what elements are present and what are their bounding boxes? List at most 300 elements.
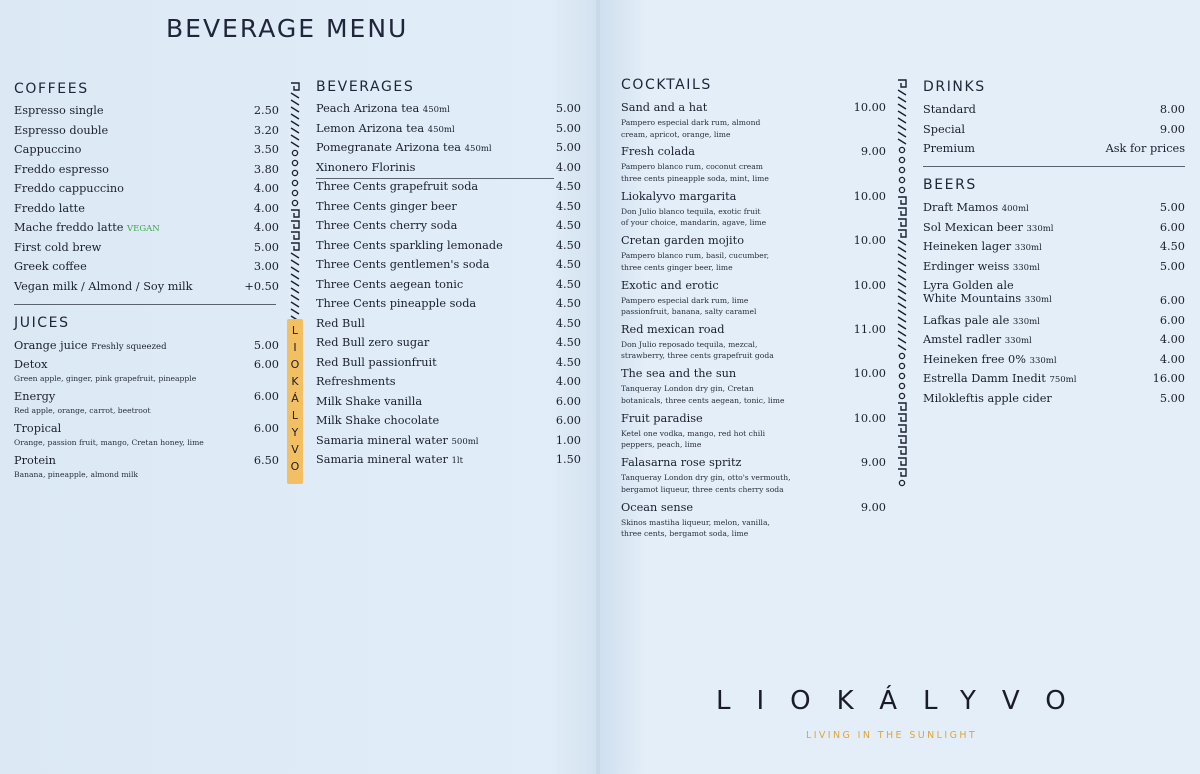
diagonal-ornament-icon	[896, 309, 908, 316]
item-name	[316, 200, 457, 213]
item-price: 4.00	[253, 221, 279, 234]
description-line: Skinos mastiha liqueur, melon, vanilla,	[621, 517, 770, 527]
brand-vertical-word	[287, 322, 303, 475]
item-price: 4.50	[555, 316, 581, 330]
item-price: 8.00	[1159, 103, 1185, 116]
item-name	[316, 219, 457, 232]
menu-item	[923, 353, 1185, 373]
item-name-text: Pomegranate Arizona tea	[316, 141, 462, 154]
description-line: Tanqueray London dry gin, Cretan	[621, 384, 754, 394]
item-name	[923, 279, 1052, 305]
item-price: 10.00	[853, 234, 886, 248]
item-price: 1.00	[555, 433, 581, 447]
menu-item	[316, 297, 581, 317]
item-name-text: Sol Mexican beer	[923, 220, 1023, 234]
menu-item	[316, 278, 581, 298]
description-line: Pampero blanco rum, basil, cucumber,	[621, 251, 769, 261]
diagonal-ornament-icon	[289, 280, 301, 287]
item-size: 1lt	[451, 456, 464, 466]
menu-item	[316, 395, 581, 415]
item-name-text: Peach Arizona tea	[316, 102, 420, 115]
circle-ornament-icon	[896, 351, 908, 361]
diagonal-ornament-icon	[289, 141, 301, 148]
item-description	[621, 161, 769, 184]
item-name	[14, 422, 61, 435]
menu-item	[923, 142, 1185, 162]
item-price: 4.50	[555, 297, 581, 310]
juices-heading: JUICES	[14, 315, 70, 331]
menu-item	[14, 241, 279, 261]
item-price: 2.50	[253, 104, 279, 117]
item-price: 5.00	[1159, 259, 1185, 273]
item-name-text: Three Cents cherry soda	[316, 219, 458, 232]
menu-item	[14, 202, 279, 222]
item-price: 6.00	[1159, 294, 1185, 307]
diagonal-ornament-icon	[896, 89, 908, 96]
item-name	[316, 122, 455, 135]
menu-item	[316, 317, 581, 337]
diagonal-ornament-icon	[289, 259, 301, 266]
item-name: Ocean sense	[621, 500, 694, 514]
item-price: 5.00	[253, 339, 279, 352]
item-name-text: Espresso double	[14, 123, 109, 137]
item-price: 3.50	[253, 143, 279, 156]
circle-ornament-icon	[896, 155, 908, 165]
item-name	[14, 182, 124, 195]
item-name	[14, 104, 104, 117]
circle-ornament-icon	[896, 391, 908, 401]
description-line: Pampero especial dark rum, lime	[621, 295, 749, 305]
item-size: 330ml	[1014, 243, 1042, 253]
juice-item	[14, 339, 279, 358]
description-line: Tanqueray London dry gin, otto's vermouth,	[621, 473, 791, 483]
meander-ornament-icon	[896, 434, 908, 445]
item-name	[316, 317, 365, 330]
item-price: 9.00	[860, 500, 886, 514]
item-size: 450ml	[427, 124, 455, 135]
brand-tagline: LIVING IN THE SUNLIGHT	[806, 730, 978, 741]
item-price: 3.80	[253, 162, 279, 176]
brand-letter: Y	[291, 426, 299, 439]
menu-item	[923, 103, 1185, 123]
item-description	[621, 339, 774, 362]
item-price: 9.00	[860, 145, 886, 159]
circle-ornament-icon	[289, 188, 301, 198]
diagonal-ornament-icon	[289, 134, 301, 141]
diagonal-ornament-icon	[896, 330, 908, 337]
item-name-text: Premium	[923, 142, 975, 155]
item-name-text: Red Bull zero sugar	[316, 336, 430, 349]
diagonal-ornament-icon	[896, 316, 908, 323]
diagonal-ornament-icon	[896, 131, 908, 138]
item-name-text: Special	[923, 122, 965, 136]
item-price: 16.00	[1152, 372, 1185, 385]
description-line: Don Julio reposado tequila, mezcal,	[621, 339, 758, 349]
item-name: Red mexican road	[621, 322, 725, 336]
item-description	[621, 383, 784, 406]
item-price: 10.00	[853, 411, 886, 425]
diagonal-ornament-icon	[289, 287, 301, 294]
item-name	[316, 102, 450, 115]
circle-ornament-icon	[289, 178, 301, 188]
item-name	[923, 142, 975, 155]
cocktail-item	[621, 501, 886, 545]
cocktail-item	[621, 412, 886, 456]
cocktails-list	[621, 101, 886, 545]
description-line: cream, apricot, orange, lime	[621, 129, 731, 139]
menu-item	[316, 375, 581, 395]
item-name	[923, 392, 1052, 405]
item-name-text: Draft Mamos	[923, 201, 999, 214]
item-price: 4.50	[555, 219, 581, 232]
item-name	[316, 141, 492, 154]
coffees-divider	[14, 304, 276, 305]
meander-ornament-icon	[289, 208, 301, 219]
cocktail-item	[621, 323, 886, 367]
menu-item	[14, 260, 279, 280]
item-name-text: Protein	[14, 454, 56, 467]
item-price: 5.00	[555, 141, 581, 154]
coffees-list	[14, 104, 279, 299]
menu-item	[14, 182, 279, 202]
menu-item	[316, 122, 581, 142]
cocktail-item	[621, 190, 886, 234]
circle-ornament-icon	[896, 361, 908, 371]
item-name	[316, 278, 463, 291]
diagonal-ornament-icon	[289, 266, 301, 273]
item-name-text: Espresso single	[14, 104, 104, 117]
item-name-text: Three Cents ginger beer	[316, 199, 457, 213]
item-price: 4.00	[1159, 352, 1185, 366]
diagonal-ornament-icon	[896, 344, 908, 351]
item-name	[316, 180, 478, 193]
description-line: three cents, bergamot soda, lime	[621, 529, 749, 539]
cocktail-item	[621, 279, 886, 323]
beers-heading: BEERS	[923, 177, 977, 193]
menu-item	[923, 123, 1185, 143]
item-name-text: Milokleftis apple cider	[923, 391, 1052, 405]
brand-letter: Á	[291, 392, 299, 405]
cocktail-item	[621, 101, 886, 145]
item-size: 750ml	[1049, 375, 1077, 385]
item-name-text: Standard	[923, 103, 976, 116]
item-name-text: Amstel radler	[923, 333, 1002, 346]
item-price: 6.00	[253, 358, 279, 371]
item-name-text: Orange juice	[14, 339, 88, 352]
item-size: 330ml	[1012, 262, 1040, 273]
item-name-text: Cappuccino	[14, 143, 82, 156]
meander-ornament-icon	[289, 230, 301, 241]
brand-logo: LIOKÁLYVO	[716, 686, 1092, 716]
diagonal-ornament-icon	[896, 295, 908, 302]
menu-item	[316, 200, 581, 220]
menu-item	[923, 240, 1185, 260]
item-price: 6.50	[253, 454, 279, 467]
menu-item	[923, 392, 1185, 412]
item-price: 5.00	[1159, 391, 1185, 405]
brand-letter: L	[291, 409, 299, 422]
item-name-text: Energy	[14, 390, 56, 403]
diagonal-ornament-icon	[896, 323, 908, 330]
menu-item	[316, 453, 581, 473]
item-name-text: Red Bull passionfruit	[316, 355, 437, 369]
item-description	[621, 517, 770, 540]
cocktail-item	[621, 145, 886, 189]
menu-item	[316, 239, 581, 259]
vegan-tag: VEGAN	[127, 224, 160, 234]
item-name	[923, 201, 1029, 214]
menu-item	[316, 356, 581, 376]
diagonal-ornament-icon	[896, 281, 908, 288]
item-name-text: Tropical	[14, 422, 62, 435]
item-price: 4.50	[555, 258, 581, 271]
item-price: 4.00	[253, 201, 279, 215]
circle-ornament-icon	[896, 478, 908, 488]
meander-ornament-icon	[289, 81, 301, 92]
item-price: 6.00	[1159, 220, 1185, 234]
menu-item	[923, 279, 1185, 314]
description-line: three cents ginger beer, lime	[621, 262, 733, 272]
item-name	[923, 314, 1040, 327]
item-name-text: Three Cents gentlemen's soda	[316, 258, 490, 271]
meander-ornament-icon	[289, 241, 301, 252]
item-name	[316, 161, 415, 174]
item-price: 4.50	[555, 277, 581, 291]
item-name	[923, 240, 1042, 253]
menu-item	[923, 314, 1185, 334]
meander-ornament-icon	[896, 423, 908, 434]
item-size: 330ml	[1012, 316, 1040, 327]
item-description: Red apple, orange, carrot, beetroot	[14, 406, 151, 415]
item-name	[14, 280, 193, 293]
circle-ornament-icon	[289, 158, 301, 168]
meander-ornament-icon	[896, 228, 908, 239]
item-price: 4.50	[1159, 240, 1185, 253]
item-price: 10.00	[853, 278, 886, 292]
item-name-text: Freddo espresso	[14, 162, 109, 176]
diagonal-ornament-icon	[289, 301, 301, 308]
item-name: Fresh colada	[621, 145, 696, 159]
item-size: 330ml	[1004, 336, 1032, 346]
diagonal-ornament-icon	[289, 113, 301, 120]
item-name	[316, 336, 429, 349]
description-line: bergamot liqueur, three cents cherry soda	[621, 484, 784, 494]
item-name	[923, 260, 1040, 273]
item-name	[14, 358, 47, 371]
diagonal-ornament-icon	[896, 267, 908, 274]
item-price: 6.00	[253, 390, 279, 403]
diagonal-ornament-icon	[896, 103, 908, 110]
item-description: Banana, pineapple, almond milk	[14, 470, 138, 479]
diagonal-ornament-icon	[289, 273, 301, 280]
drinks-heading: DRINKS	[923, 79, 986, 95]
cocktail-item	[621, 456, 886, 500]
item-name-text: Lemon Arizona tea	[316, 121, 425, 135]
meander-ornament-icon	[896, 412, 908, 423]
item-name: Cretan garden mojito	[621, 234, 744, 248]
item-name-text: Milk Shake vanilla	[316, 394, 423, 408]
item-size: 500ml	[451, 436, 479, 447]
item-name	[923, 353, 1057, 366]
description-line: Pampero especial dark rum, almond	[621, 118, 761, 127]
meander-ornament-icon	[896, 401, 908, 412]
item-price: 6.00	[253, 422, 279, 435]
item-description	[621, 250, 769, 273]
item-description: Green apple, ginger, pink grapefruit, pineapple	[14, 374, 197, 383]
item-price: 4.50	[555, 199, 581, 213]
item-name	[14, 163, 109, 176]
item-name-text: Three Cents grapefruit soda	[316, 180, 479, 193]
menu-item	[316, 141, 581, 161]
item-price: 9.00	[860, 456, 886, 470]
diagonal-ornament-icon	[896, 110, 908, 117]
item-name	[923, 333, 1032, 346]
item-name	[14, 202, 85, 215]
item-name-text: Mache freddo latte	[14, 221, 124, 234]
item-name	[316, 258, 489, 271]
menu-item	[14, 280, 279, 300]
item-name	[14, 454, 56, 467]
item-name	[14, 124, 108, 137]
item-name	[316, 395, 422, 408]
item-name	[316, 239, 503, 252]
diagonal-ornament-icon	[896, 302, 908, 309]
item-size: 400ml	[1001, 204, 1029, 214]
item-price: 4.00	[253, 182, 279, 195]
item-name	[316, 453, 463, 466]
item-price: 1.50	[555, 453, 581, 466]
item-size: 450ml	[422, 105, 450, 115]
item-name-text: Estrella Damm Inedit	[923, 372, 1046, 385]
item-price: 5.00	[1159, 201, 1185, 214]
diagonal-ornament-icon	[289, 120, 301, 127]
menu-item	[923, 333, 1185, 353]
diagonal-ornament-icon	[289, 92, 301, 99]
item-price: 5.00	[555, 102, 581, 115]
menu-item	[923, 372, 1185, 392]
circle-ornament-icon	[896, 371, 908, 381]
menu-item	[316, 219, 581, 239]
item-name: Falasarna rose spritz	[621, 456, 742, 470]
description-line: Don Julio blanco tequila, exotic fruit	[621, 206, 761, 216]
item-name	[14, 260, 87, 273]
item-name-text: Greek coffee	[14, 260, 87, 273]
diagonal-ornament-icon	[289, 294, 301, 301]
item-name-text: Lafkas pale ale	[923, 313, 1010, 327]
menu-item	[14, 221, 279, 241]
greek-pattern-band-right	[895, 78, 909, 488]
beers-list	[923, 201, 1185, 411]
menu-item	[14, 163, 279, 183]
meander-ornament-icon	[896, 195, 908, 206]
description-line: Ketel one vodka, mango, red hot chili	[621, 428, 766, 438]
diagonal-ornament-icon	[896, 288, 908, 295]
greek-pattern-band-left	[288, 81, 302, 342]
diagonal-ornament-icon	[896, 138, 908, 145]
diagonal-ornament-icon	[289, 308, 301, 315]
item-name	[316, 356, 437, 369]
juice-item	[14, 358, 279, 390]
beverages-divider	[316, 178, 554, 179]
description-line: three cents pineapple soda, mint, lime	[621, 173, 769, 183]
item-name-text: Milk Shake chocolate	[316, 414, 440, 427]
item-price: 3.00	[253, 260, 279, 273]
item-size: 330ml	[1024, 295, 1052, 305]
diagonal-ornament-icon	[896, 246, 908, 253]
circle-ornament-icon	[896, 175, 908, 185]
meander-ornament-icon	[896, 456, 908, 467]
item-name-text: Detox	[14, 358, 48, 371]
item-name	[316, 434, 479, 447]
item-name: Exotic and erotic	[621, 278, 719, 292]
item-name	[14, 241, 101, 254]
item-price: 4.50	[555, 336, 581, 349]
item-name-text: Three Cents aegean tonic	[316, 277, 464, 291]
item-price: 4.00	[1159, 333, 1185, 346]
item-name	[316, 375, 396, 388]
juice-item	[14, 390, 279, 422]
item-description	[621, 295, 756, 318]
item-name-text: Three Cents pineapple soda	[316, 297, 477, 310]
item-name-text: Erdinger weiss	[923, 259, 1010, 273]
menu-title: BEVERAGE MENU	[166, 14, 409, 43]
circle-ornament-icon	[896, 165, 908, 175]
circle-ornament-icon	[289, 198, 301, 208]
item-name	[923, 103, 976, 116]
item-size: 450ml	[464, 144, 492, 154]
brand-letter: L	[291, 324, 299, 337]
description-line: of your choice, mandarin, agave, lime	[621, 218, 767, 228]
item-price: Ask for prices	[1105, 142, 1185, 155]
juice-item	[14, 454, 279, 486]
diagonal-ornament-icon	[289, 99, 301, 106]
menu-item	[923, 260, 1185, 280]
diagonal-ornament-icon	[896, 96, 908, 103]
item-price: 11.00	[853, 322, 886, 336]
item-size: 330ml	[1029, 355, 1057, 366]
diagonal-ornament-icon	[289, 252, 301, 259]
item-price: +0.50	[244, 279, 279, 293]
item-name-text: Red Bull	[316, 316, 365, 330]
diagonal-ornament-icon	[289, 106, 301, 113]
item-price: 10.00	[853, 367, 886, 381]
coffees-heading: COFFEES	[14, 81, 89, 97]
diagonal-ornament-icon	[896, 274, 908, 281]
item-price: 10.00	[853, 189, 886, 203]
item-price: 5.00	[555, 121, 581, 135]
brand-letter: O	[290, 460, 300, 473]
item-price: 5.00	[253, 240, 279, 254]
circle-ornament-icon	[289, 148, 301, 158]
beverages-list	[316, 102, 581, 473]
item-name-text: Heineken lager	[923, 240, 1012, 253]
page-fold	[596, 0, 600, 774]
item-name-text: Three Cents sparkling lemonade	[316, 238, 503, 252]
item-description	[621, 117, 760, 140]
meander-ornament-icon	[896, 445, 908, 456]
description-line: botanicals, three cents aegean, tonic, lime	[621, 395, 785, 405]
drinks-divider	[923, 166, 1185, 167]
item-price: 4.50	[555, 238, 581, 252]
item-name-text: Freddo latte	[14, 201, 85, 215]
diagonal-ornament-icon	[896, 117, 908, 124]
diagonal-ornament-icon	[896, 239, 908, 246]
item-note: Freshly squeezed	[91, 342, 167, 352]
item-name: Fruit paradise	[621, 411, 703, 425]
item-name	[316, 297, 476, 310]
item-name-text: Heineken free 0%	[923, 352, 1026, 366]
description-line: passionfruit, banana, salty caramel	[621, 307, 757, 317]
